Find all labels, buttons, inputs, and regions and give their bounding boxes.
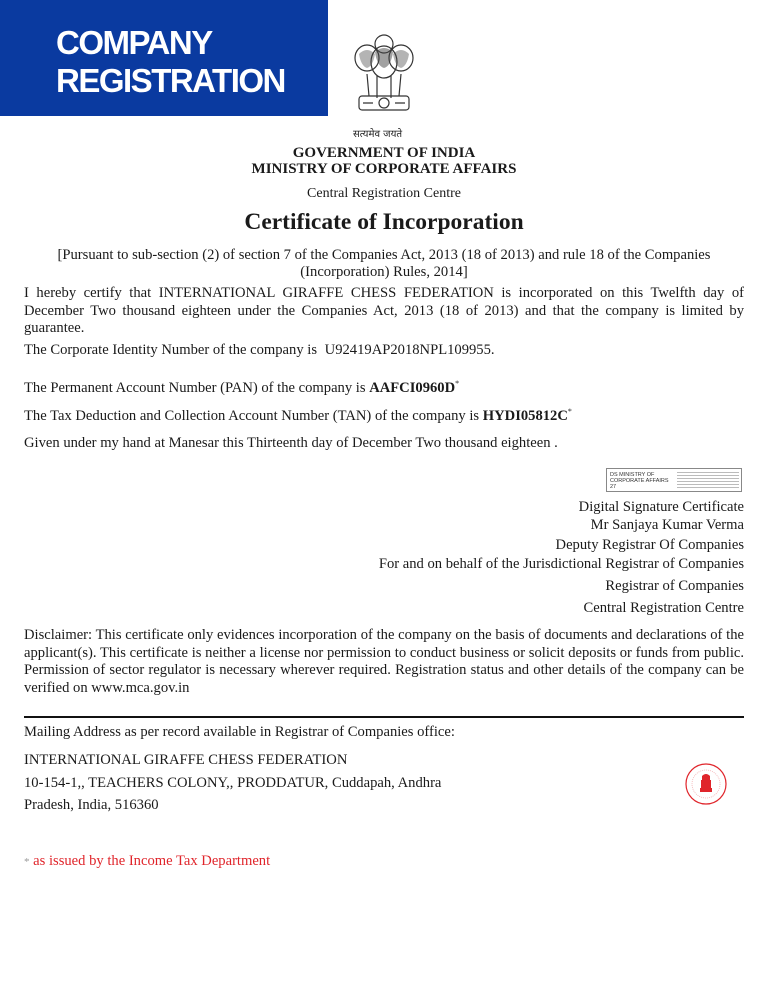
cin-statement (24, 342, 495, 360)
cin-value: U92419AP2018NPL109955. (324, 342, 495, 358)
banner-line-2: REGISTRATION (56, 62, 285, 99)
signature-line-2: Mr Sanjaya Kumar Verma (590, 517, 744, 533)
emblem-motto: सत्यमेव जयते (353, 129, 403, 140)
signature-line-4: For and on behalf of the Jurisdictional Registrar of Companies (378, 556, 744, 572)
signature-line-6: Central Registration Centre (583, 600, 744, 616)
tan-label: The Tax Deduction and Collection Account Number (TAN) of the company is (24, 407, 480, 424)
certify-paragraph: I hereby certify that INTERNATIONAL GIRAFFE CHESS FEDERATION is incorporated on this Twelfth day of December Two thousand eighteen under the Companies Act, 2013 (18 of 2013) and that the company is limited by guarantee. (24, 285, 744, 336)
disclaimer-paragraph: Disclaimer: This certificate only evidences incorporation of the company on the basis of documents and declarations of the applicant(s). This certificate is neither a license nor permission to conduct business or solicit deposits or funds from public. Permission of sector regulator is necessary wherever required. Registration status and other details of the company can be verified on www.mca.gov.in (24, 627, 744, 696)
banner-line-1: COMPANY (56, 24, 212, 61)
signature-stamp-text: DS MINISTRY OF CORPORATE AFFAIRS 27 (610, 472, 669, 490)
company-registration-banner (0, 0, 328, 116)
signature-line-5: Registrar of Companies (605, 578, 744, 594)
pan-value: AAFCI0960D (369, 379, 456, 396)
pan-label: The Permanent Account Number (PAN) of the company is (24, 379, 366, 396)
signature-line-3: Deputy Registrar Of Companies (555, 537, 744, 553)
footnote-asterisk: * (24, 856, 30, 868)
registration-centre-heading: Central Registration Centre (307, 186, 461, 201)
cin-label: The Corporate Identity Number of the company is (24, 342, 318, 358)
digital-signature-stamp (606, 468, 742, 492)
pursuant-line-1: [Pursuant to sub-section (2) of section 7 of the Companies Act, 2013 (18 of 2013) and rule 18 of the Companies (57, 247, 711, 263)
pursuant-line-2: (Incorporation) Rules, 2014] (300, 264, 468, 280)
tan-value: HYDI05812C (482, 407, 568, 424)
given-statement: Given under my hand at Manesar this Thirteenth day of December Two thousand eighteen . (24, 435, 558, 451)
registrar-seal-icon (684, 762, 728, 806)
footnote-text: as issued by the Income Tax Department (33, 853, 271, 869)
ministry-heading: MINISTRY OF CORPORATE AFFAIRS (251, 161, 517, 177)
banner-title (56, 24, 285, 100)
signature-details-icon (677, 471, 739, 489)
pan-asterisk: * (455, 379, 460, 388)
mailing-address-line-2: Pradesh, India, 516360 (24, 797, 159, 813)
signature-line-1: Digital Signature Certificate (578, 499, 744, 515)
mailing-address-label: Mailing Address as per record available in Registrar of Companies office: (24, 724, 455, 740)
pan-statement (24, 375, 459, 397)
certificate-title: Certificate of Incorporation (244, 209, 524, 235)
mailing-company-name: INTERNATIONAL GIRAFFE CHESS FEDERATION (24, 752, 348, 768)
mailing-address-line-1: 10-154-1,, TEACHERS COLONY,, PRODDATUR, Cuddapah, Andhra (24, 775, 442, 791)
tan-statement (24, 403, 572, 425)
state-emblem-icon (345, 30, 423, 140)
tan-asterisk: * (567, 407, 572, 416)
section-divider (24, 716, 744, 718)
government-heading: GOVERNMENT OF INDIA (292, 145, 476, 161)
footnote (24, 853, 270, 872)
